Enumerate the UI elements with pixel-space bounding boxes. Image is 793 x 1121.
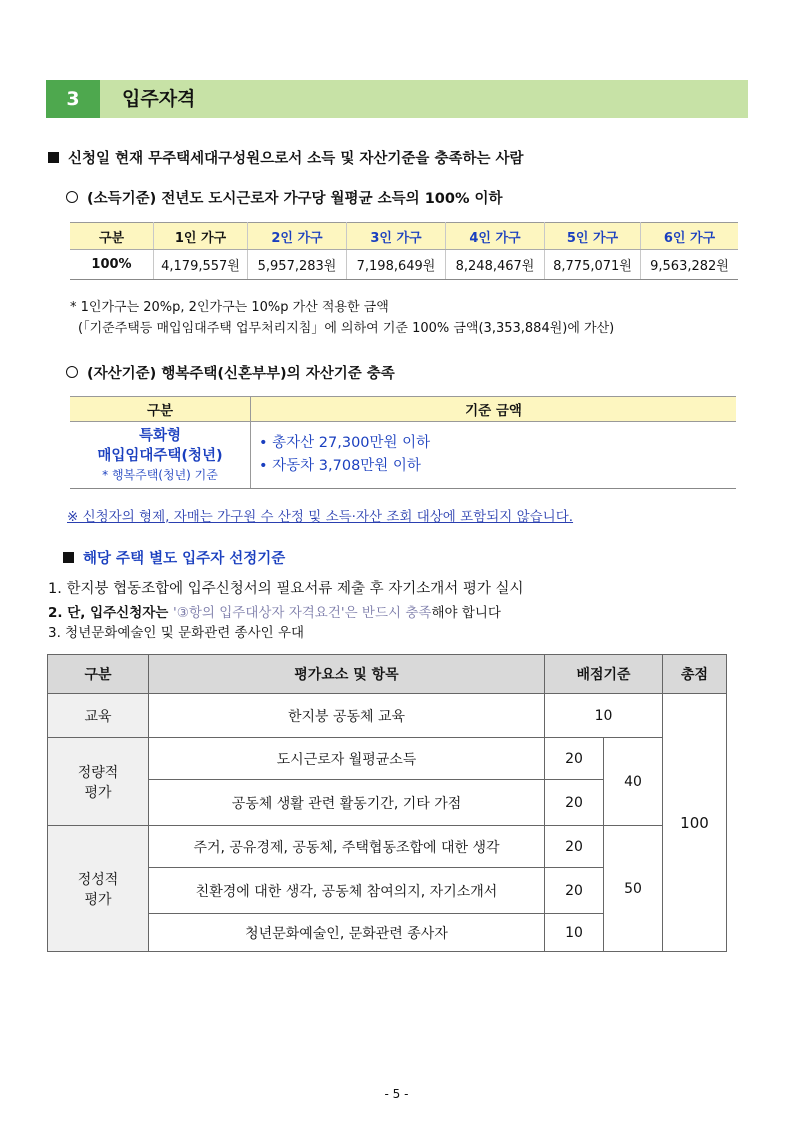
selection-item-2: 2. 단, 입주신청자는 '③항의 입주대상자 자격요건'은 반드시 충족해야 합니다 bbox=[48, 605, 501, 621]
asset-heading: (자산기준) 행복주택(신혼부부)의 자산기준 충족 bbox=[66, 362, 395, 383]
selection-heading: 해당 주택 별도 입주자 선정기준 bbox=[63, 547, 285, 568]
income-table bbox=[70, 222, 738, 280]
evaluation-item: 청년문화예술인, 문화관련 종사자 bbox=[149, 914, 545, 952]
evaluation-score: 20 bbox=[545, 868, 604, 914]
page-number: - 5 - bbox=[384, 1087, 409, 1101]
income-header-cell: 3인 가구 bbox=[347, 223, 446, 250]
income-header-cell: 6인 가구 bbox=[641, 223, 739, 250]
evaluation-header-cell: 배점기준 bbox=[545, 655, 663, 694]
evaluation-header-row bbox=[48, 655, 727, 694]
income-cell: 4,179,557원 bbox=[154, 250, 248, 280]
asset-category-note: * 행복주택(청년) 기준 bbox=[102, 468, 218, 482]
income-cell: 100% bbox=[70, 250, 154, 280]
income-header-row bbox=[70, 223, 738, 250]
evaluation-header-cell: 구분 bbox=[48, 655, 149, 694]
circle-bullet-icon bbox=[66, 366, 78, 378]
evaluation-row-qual-1 bbox=[48, 826, 727, 868]
income-cell: 9,563,282원 bbox=[641, 250, 739, 280]
income-heading: (소득기준) 전년도 도시근로자 가구당 월평균 소득의 100% 이하 bbox=[66, 187, 503, 208]
income-cell: 5,957,283원 bbox=[248, 250, 347, 280]
asset-header-row bbox=[70, 397, 736, 422]
circle-bullet-icon bbox=[66, 191, 78, 203]
income-note-1: * 1인가구는 20%p, 2인가구는 10%p 가산 적용한 금액 bbox=[70, 300, 389, 315]
evaluation-total: 100 bbox=[663, 694, 727, 952]
evaluation-item: 공동체 생활 관련 활동기간, 기타 가점 bbox=[149, 780, 545, 826]
evaluation-score: 10 bbox=[545, 694, 663, 738]
evaluation-table bbox=[47, 654, 727, 952]
evaluation-score: 10 bbox=[545, 914, 604, 952]
income-header-cell: 5인 가구 bbox=[545, 223, 641, 250]
evaluation-score: 20 bbox=[545, 738, 604, 780]
evaluation-subtotal: 40 bbox=[604, 738, 663, 826]
evaluation-item: 도시근로자 월평균소득 bbox=[149, 738, 545, 780]
evaluation-header-cell: 평가요소 및 항목 bbox=[149, 655, 545, 694]
income-value-row bbox=[70, 250, 738, 280]
evaluation-item: 친환경에 대한 생각, 공동체 참여의지, 자기소개서 bbox=[149, 868, 545, 914]
asset-category-line2: 매입임대주택(청년) bbox=[97, 448, 223, 464]
selection-item-3: 3. 청년문화예술인 및 문화관련 종사인 우대 bbox=[48, 625, 305, 641]
asset-table bbox=[70, 396, 736, 489]
asset-category-cell bbox=[70, 422, 251, 489]
income-header-cell: 4인 가구 bbox=[446, 223, 545, 250]
evaluation-item: 주거, 공유경제, 공동체, 주택협동조합에 대한 생각 bbox=[149, 826, 545, 868]
evaluation-row-education bbox=[48, 694, 727, 738]
square-bullet-icon bbox=[63, 552, 74, 563]
income-note-2: (「기준주택등 매입임대주택 업무처리지침」에 의하여 기준 100% 금액(3,353,884원)에 가산) bbox=[78, 321, 615, 336]
section-number: 3 bbox=[46, 80, 100, 118]
asset-criteria-cell bbox=[251, 422, 737, 489]
asset-header-cell: 기준 금액 bbox=[251, 397, 737, 422]
evaluation-item: 한지붕 공동체 교육 bbox=[149, 694, 545, 738]
evaluation-subtotal: 50 bbox=[604, 826, 663, 952]
asset-footnote: ※ 신청자의 형제, 자매는 가구원 수 산정 및 소득·자산 조회 대상에 포함되지 않습니다. bbox=[67, 509, 574, 525]
income-cell: 8,775,071원 bbox=[545, 250, 641, 280]
asset-category-line1: 특화형 bbox=[138, 428, 182, 444]
evaluation-category-quant: 정량적 평가 bbox=[48, 738, 149, 826]
evaluation-row-quant-1 bbox=[48, 738, 727, 780]
asset-body-row bbox=[70, 422, 736, 489]
asset-item: • 자동차 3,708만원 이하 bbox=[259, 458, 421, 474]
income-cell: 8,248,467원 bbox=[446, 250, 545, 280]
square-bullet-icon bbox=[48, 152, 59, 163]
evaluation-category: 교육 bbox=[48, 694, 149, 738]
income-header-cell: 2인 가구 bbox=[248, 223, 347, 250]
asset-item: • 총자산 27,300만원 이하 bbox=[259, 435, 431, 451]
evaluation-category-qual: 정성적 평가 bbox=[48, 826, 149, 952]
selection-item-1: 1. 한지붕 협동조합에 입주신청서의 필요서류 제출 후 자기소개서 평가 실시 bbox=[48, 581, 524, 597]
evaluation-score: 20 bbox=[545, 780, 604, 826]
evaluation-header-cell: 총점 bbox=[663, 655, 727, 694]
evaluation-score: 20 bbox=[545, 826, 604, 868]
income-cell: 7,198,649원 bbox=[347, 250, 446, 280]
income-header-cell: 구분 bbox=[70, 223, 154, 250]
asset-header-cell: 구분 bbox=[70, 397, 251, 422]
section-title: 입주자격 bbox=[122, 88, 196, 110]
income-header-cell: 1인 가구 bbox=[154, 223, 248, 250]
main-heading: 신청일 현재 무주택세대구성원으로서 소득 및 자산기준을 충족하는 사람 bbox=[48, 147, 524, 168]
